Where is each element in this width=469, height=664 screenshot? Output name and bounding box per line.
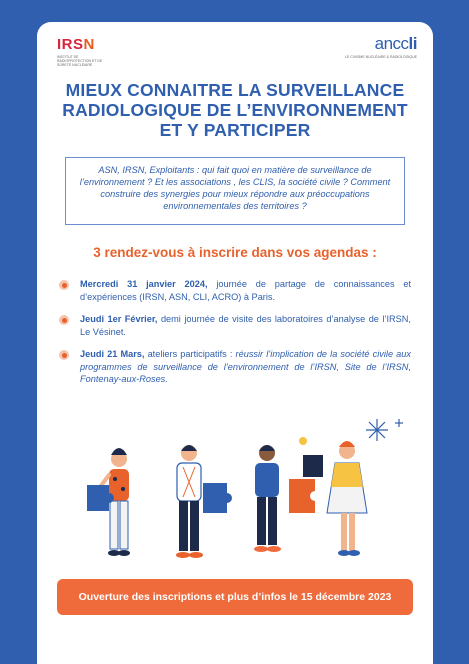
page-title: MIEUX CONNAITRE LA SURVEILLANCE RADIOLOGIQUE DE L’ENVIRONNEMENT ET Y PARTICIPER (62, 80, 408, 140)
bullet-icon (59, 280, 69, 290)
anccli-logo-subtitle: LE CIVISME NUCLÉAIRE & RADIOLOGIQUE (345, 55, 417, 59)
lightbulb-icon (299, 437, 307, 445)
people-puzzle-illustration (57, 417, 413, 577)
person-4 (327, 441, 367, 556)
puzzle-piece (203, 483, 232, 513)
irsn-logo: IRSN INSTITUT DE RADIOPROTECTION ET DE SÛRETÉ NUCLÉAIRE (57, 36, 105, 67)
sparkle-icon (366, 419, 403, 441)
bullet-icon (59, 350, 69, 360)
intro-box: ASN, IRSN, Exploitants : qui fait quoi en matière de surveillance de l’environnement ? Et les associations , les CLIS, la société civile ? Comment construire des synergies pour mieux répondre aux préoccupations environnementales des territoires ? (65, 157, 405, 225)
puzzle-piece (303, 455, 323, 477)
registration-banner[interactable]: Ouverture des inscriptions et plus d’infos le 15 décembre 2023 (57, 579, 413, 615)
flyer-card (37, 22, 433, 664)
event-list (59, 278, 411, 396)
irsn-logo-subtitle: INSTITUT DE RADIOPROTECTION ET DE SÛRETÉ NUCLÉAIRE (57, 55, 103, 67)
event-item: Jeudi 1er Février, demi journée de visite des laboratoires d’analyse de l’IRSN, Le Vésinet. (59, 313, 411, 338)
bullet-icon (59, 315, 69, 325)
event-item: Jeudi 21 Mars, ateliers participatifs : réussir l’implication de la société civile aux programmes de surveillance de l’environnement de l’IRSN, Site de l’IRSN, Fontenay-aux-Roses. (59, 348, 411, 386)
anccli-logo: anccli LE CIVISME NUCLÉAIRE & RADIOLOGIQUE (345, 34, 417, 59)
puzzle-piece (289, 479, 315, 513)
event-item: Mercredi 31 janvier 2024, journée de partage de connaissances et d’expériences (IRSN, ASN, CLI, ACRO) à Paris. (59, 278, 411, 303)
agenda-heading: 3 rendez-vous à inscrire dans vos agendas : (93, 245, 377, 260)
person-3 (254, 445, 281, 552)
person-2 (176, 445, 203, 558)
